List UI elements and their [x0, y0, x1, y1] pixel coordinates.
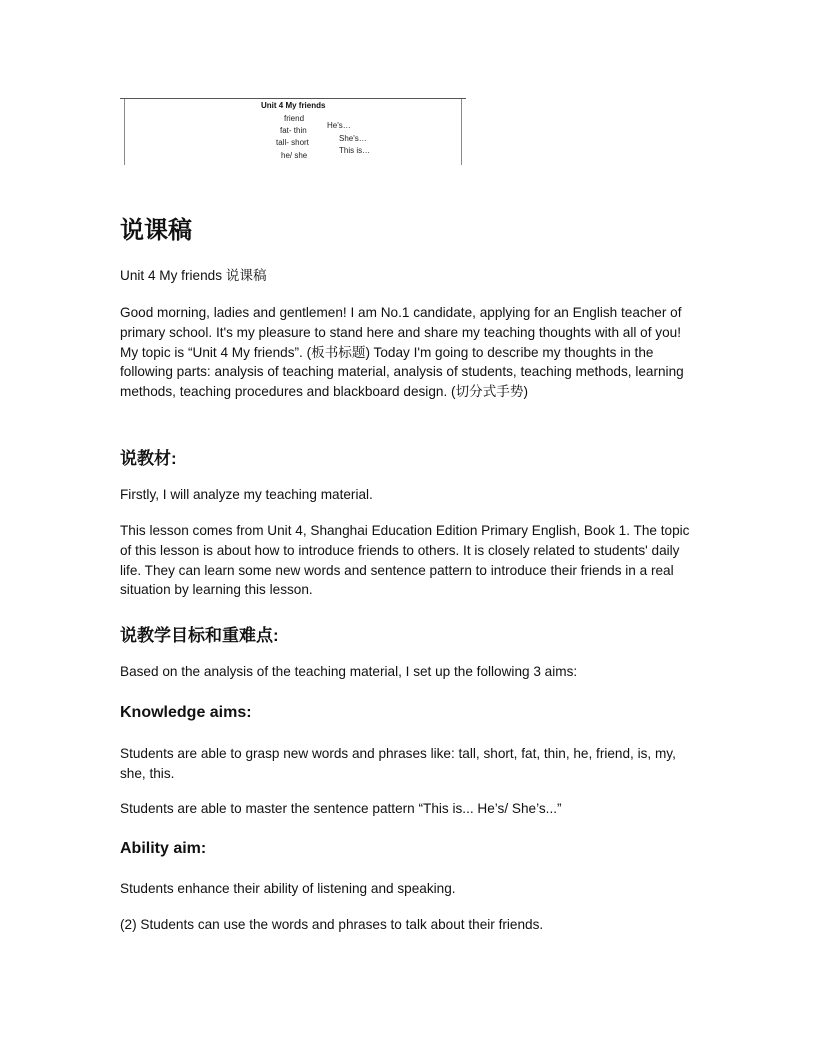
section-heading-material: 说教材:	[120, 449, 177, 468]
board-sentence: She's…	[339, 134, 367, 143]
intro-paragraph: Good morning, ladies and gentlemen! I am No.1 candidate, applying for an English teacher of primary school. It's my pleasure to stand here and share my teaching thoughts with all of you! My topic is “Unit 4 My friends”. (板书标题) Today I'm going to describe my thoughts in the following parts: analysis of teaching material, analysis of students, teaching methods, learning methods, teaching procedures and blackboard design. (切分式手势)	[120, 305, 684, 400]
material-paragraph: Firstly, I will analyze my teaching material.	[120, 487, 373, 502]
ability-paragraph: Students enhance their ability of listening and speaking.	[120, 881, 456, 896]
board-left-border	[124, 99, 125, 165]
document-title: 说课稿	[120, 215, 192, 244]
board-sentence: He's…	[327, 121, 351, 130]
board-top-border	[120, 98, 466, 99]
blackboard-design-image	[120, 98, 466, 166]
board-title: Unit 4 My friends	[261, 101, 326, 110]
knowledge-paragraph: Students are able to grasp new words and phrases like: tall, short, fat, thin, he, friend, is, my, she, this.	[120, 746, 676, 781]
material-paragraph: This lesson comes from Unit 4, Shanghai Education Edition Primary English, Book 1. The topic of this lesson is about how to introduce friends to others. It is closely related to students' daily life. They can learn some new words and sentence pattern to introduce their friends in a real situation by learning this lesson.	[120, 523, 690, 598]
board-word: he/ she	[281, 151, 308, 160]
ability-paragraph: (2) Students can use the words and phrases to talk about their friends.	[120, 917, 544, 932]
section-heading-aims: 说教学目标和重难点:	[120, 626, 279, 645]
section-heading-knowledge: Knowledge aims:	[120, 704, 252, 721]
section-heading-ability: Ability aim:	[120, 840, 207, 857]
aims-paragraph: Based on the analysis of the teaching material, I set up the following 3 aims:	[120, 664, 578, 679]
document-subtitle: Unit 4 My friends 说课稿	[120, 268, 267, 283]
knowledge-paragraph: Students are able to master the sentence pattern “This is... He’s/ She’s...”	[120, 801, 562, 816]
board-word: tall- short	[276, 138, 309, 147]
board-right-border	[461, 99, 462, 165]
board-sentence: This is…	[339, 146, 371, 155]
board-word: friend	[284, 114, 305, 123]
board-word: fat- thin	[280, 126, 307, 135]
